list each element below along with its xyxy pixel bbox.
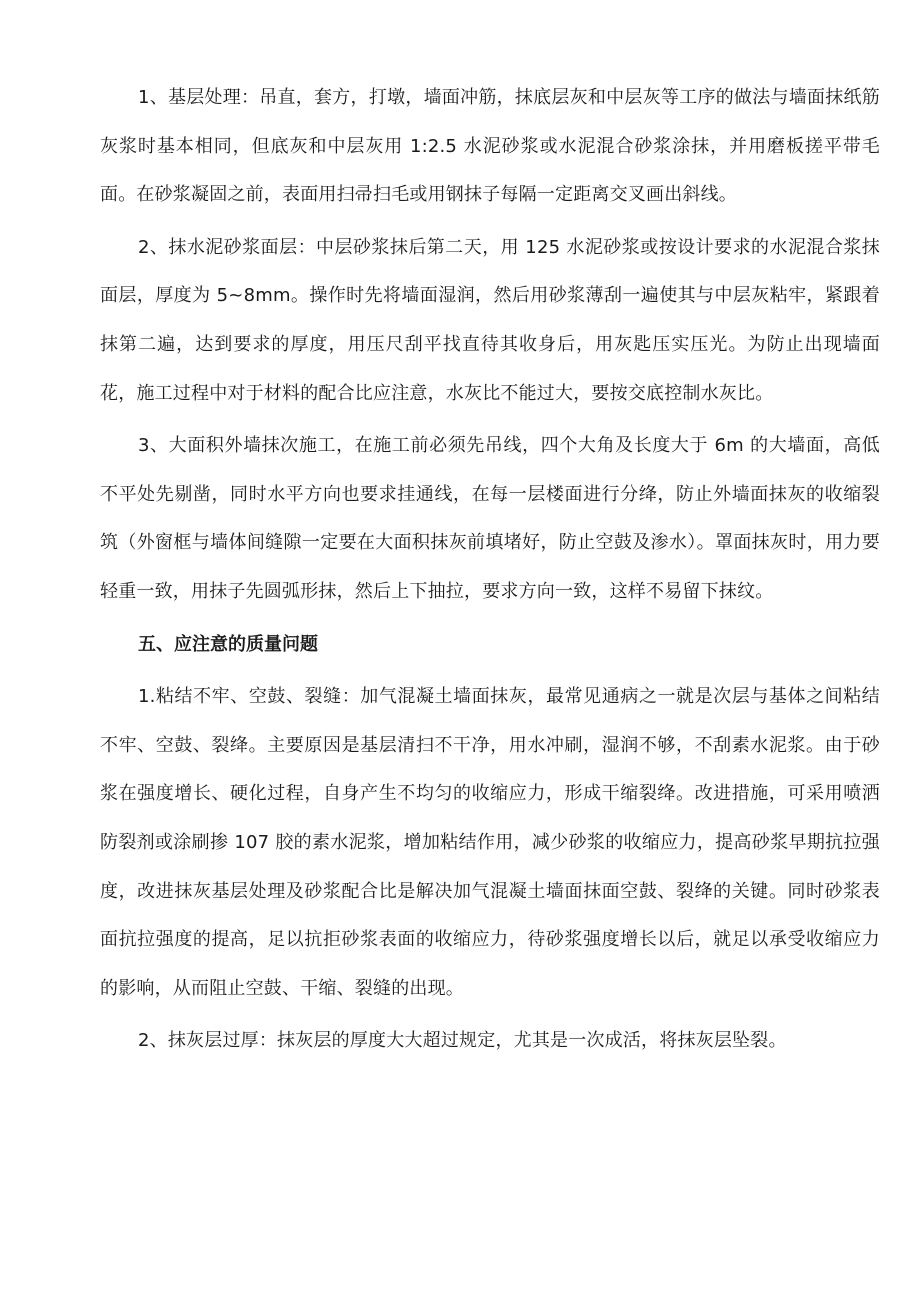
paragraph-cement-mortar-layer: 2、抹水泥砂浆面层：中层砂浆抹后第二天，用 125 水泥砂浆或按设计要求的水泥混合浆抹面层，厚度为 5~8mm。操作时先将墙面湿润，然后用砂浆薄刮一遍使其与中层灰粘牢，紧跟着抹第二遍，达到要求的厚度，用压尺刮平找直待其收身后，用灰匙压实压光。为防止出现墙面花，施工过程中对于材料的配合比应注意，水灰比不能过大，要按交底控制水灰比。 [100,236,880,404]
paragraph-base-treatment: 1、基层处理：吊直，套方，打墩，墙面冲筋，抹底层灰和中层灰等工序的做法与墙面抹纸筋灰浆时基本相同，但底灰和中层灰用 1:2.5 水泥砂浆或水泥混合砂浆涂抹，并用磨板搓平带毛面。在砂浆凝固之前，表面用扫帚扫毛或用钢抹子每隔一定距离交叉画出斜线。 [100,87,880,206]
paragraph-thick-layer: 2、抹灰层过厚：抹灰层的厚度大大超过规定，尤其是一次成活，将抹灰层坠裂。 [138,1030,787,1052]
document-body [100,74,880,1070]
paragraph-bonding-issues: 1.粘结不牢、空鼓、裂缝：加气混凝土墙面抹灰，最常见通病之一就是次层与基体之间粘结不牢、空鼓、裂绛。主要原因是基层清扫不干净，用水冲刷，湿润不够，不刮素水泥浆。由于砂浆在强度增长、硬化过程，自身产生不均匀的收缩应力，形成干缩裂绛。改进措施，可采用喷洒防裂剂或涂刷掺 107 胶的素水泥浆，增加粘结作用，减少砂浆的收缩应力，提高砂浆早期抗拉强度，改进抹灰基层处理及砂浆配合比是解决加气混凝土墙面抹面空鼓、裂绛的关键。同时砂浆表面抗拉强度的提高，足以抗拒砂浆表面的收缩应力，待砂浆强度增长以后，就足以承受收缩应力的影响，从而阻止空鼓、干缩、裂缝的出现。 [100,686,880,999]
paragraph-large-exterior-wall: 3、大面积外墙抹次施工，在施工前必须先吊线，四个大角及长度大于 6m 的大墙面，高低不平处先剔凿，同时水平方向也要求挂通线，在每一层楼面进行分绛，防止外墙面抹灰的收缩裂筑（外窗框与墙体间缝隙一定要在大面积抹灰前填堵好，防止空鼓及渗水）。罩面抹灰时，用力要轻重一致，用抹子先圆弧形抹，然后上下抽拉，要求方向一致，这样不易留下抹纹。 [100,435,880,602]
section-heading-quality-issues: 五、应注意的质量问题 [138,633,318,655]
